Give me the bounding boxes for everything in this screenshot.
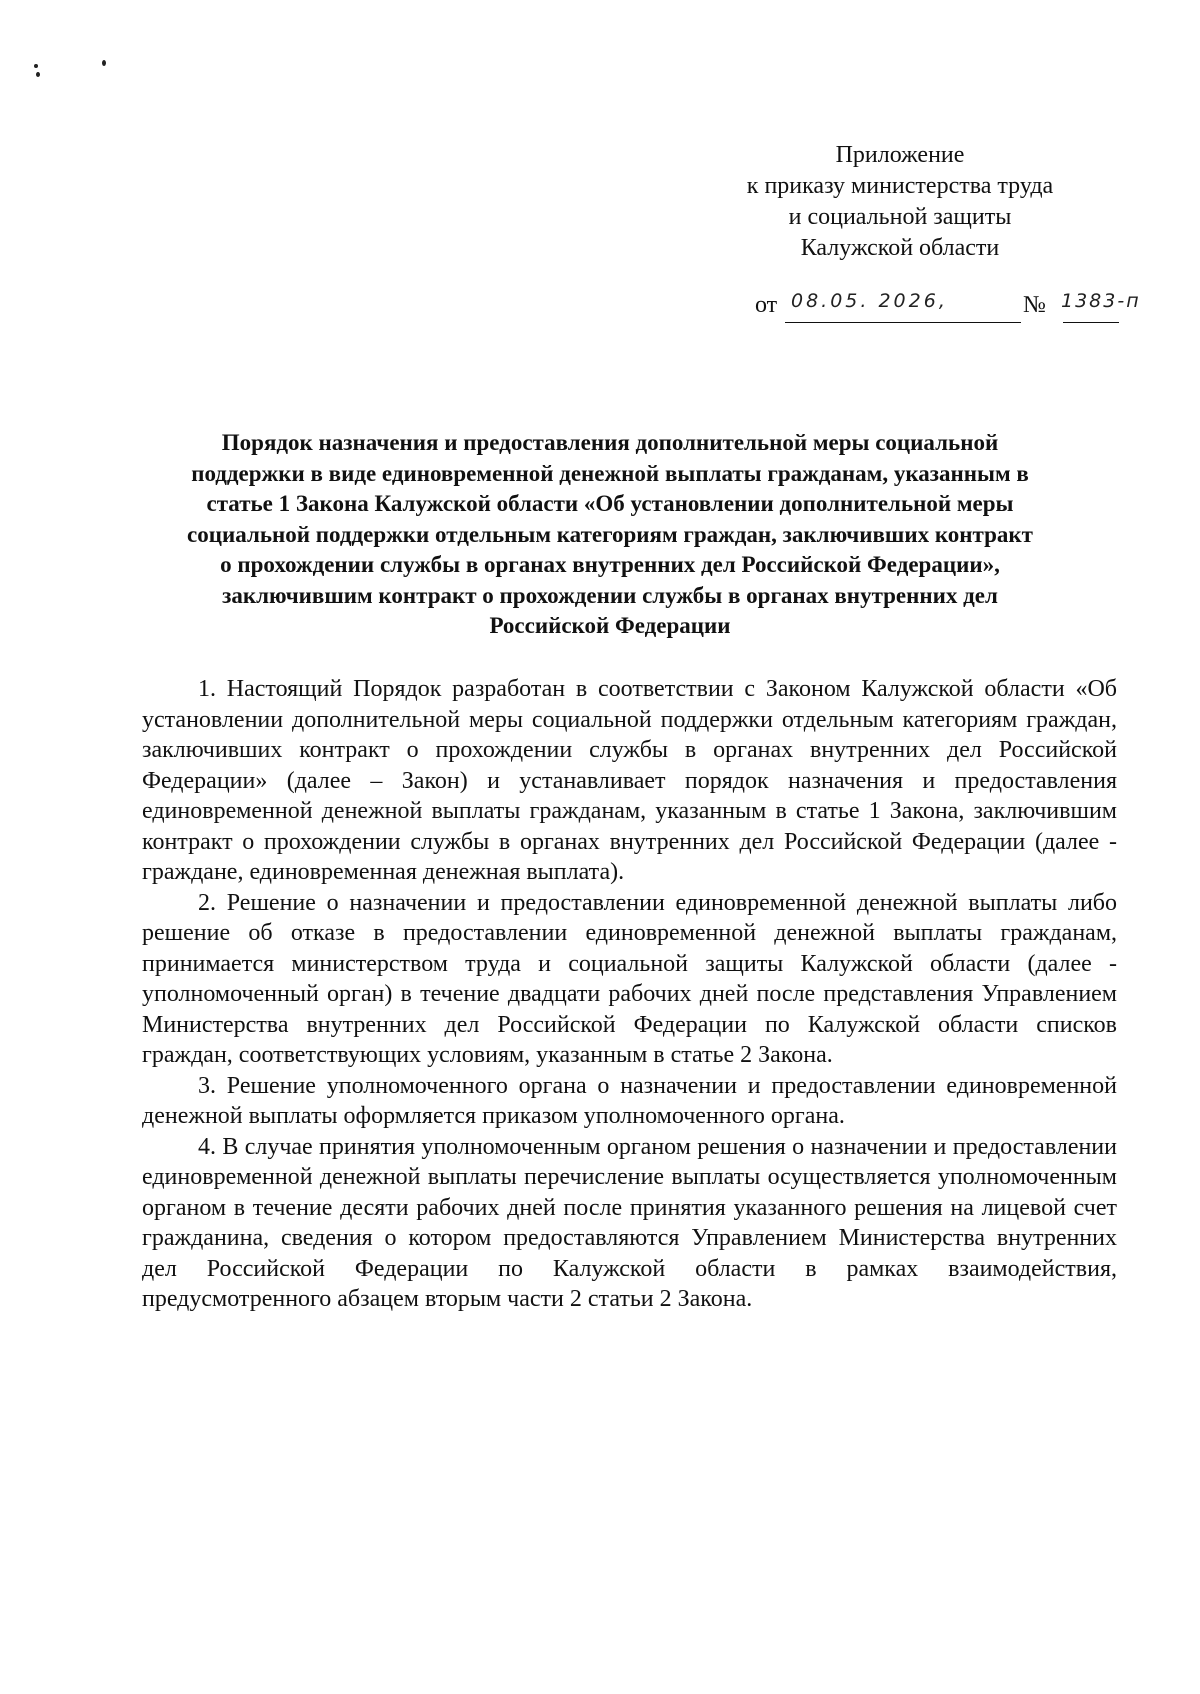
title-line: статье 1 Закона Калужской области «Об установлении дополнительной меры <box>206 491 1014 516</box>
title-line: социальной поддержки отдельным категориям граждан, заключивших контракт <box>187 521 1033 547</box>
title-line: поддержки в виде единовременной денежной выплаты гражданам, указанным в <box>191 460 1029 486</box>
title-line: Порядок назначения и предоставления дополнительной меры социальной <box>221 430 999 455</box>
order-date-handwritten: 08.05. 2026, <box>791 290 948 312</box>
order-reference <box>755 292 1155 326</box>
appendix-header <box>740 140 1060 264</box>
scan-speck <box>34 64 38 68</box>
order-date-prefix: от <box>755 292 778 318</box>
paragraph-3: 3. Решение уполномоченного органа о назначении и предоставлении единовременной денежной выплаты оформляется приказом уполномоченного органа. <box>142 1072 1117 1129</box>
paragraph-4: 4. В случае принятия уполномоченным органом решения о назначении и предоставлении единовременной денежной выплаты перечисление выплаты осуществляется уполномоченным органом в течение десяти рабочих дней после принятия указанного решения на лицевой счет гражданина, сведения о котором предоставляются Управлением Министерства внутренних дел Российской Федерации по Калужской области в рамках взаимодействия, предусмотренного абзацем вторым части 2 статьи 2 Закона. <box>142 1133 1117 1312</box>
appendix-line: и социальной защиты <box>788 204 1012 230</box>
order-number-sign: № <box>1023 292 1046 318</box>
order-date-field <box>785 292 1021 323</box>
appendix-line: Приложение <box>835 142 965 168</box>
paragraph-1: 1. Настоящий Порядок разработан в соответствии с Законом Калужской области «Об установлении дополнительной меры социальной поддержки отдельным категориям граждан, заключивших контракт о прохождении службы в органах внутренних дел Российской Федерации» (далее – Закон) и устанавливает порядок назначения и предоставления единовременной денежной выплаты гражданам, указанным в статье 1 Закона, заключившим контракт о прохождении службы в органах внутренних дел Российской Федерации (далее - граждане, единовременная денежная выплата). <box>142 676 1117 885</box>
order-number-handwritten: 1383-п <box>1061 290 1141 312</box>
appendix-line: Калужской области <box>800 235 1000 261</box>
appendix-line: к приказу министерства труда <box>746 173 1054 199</box>
scan-speck <box>102 60 106 66</box>
document-body <box>142 674 1117 1315</box>
scan-specks <box>32 58 112 88</box>
scan-speck <box>36 72 40 77</box>
document-title <box>140 428 1080 642</box>
title-line: Российской Федерации <box>489 613 731 638</box>
paragraph-2: 2. Решение о назначении и предоставлении единовременной денежной выплаты либо решение об отказе в предоставлении единовременной денежной выплаты гражданам, принимается министерством труда и социальной защиты Калужской области (далее - уполномоченный орган) в течение двадцати рабочих дней после представления Управлением Министерства внутренних дел Российской Федерации по Калужской области списков граждан, соответствующих условиям, указанным в статье 2 Закона. <box>142 889 1117 1068</box>
title-line: о прохождении службы в органах внутренних дел Российской Федерации», <box>220 552 1000 577</box>
title-line: заключившим контракт о прохождении службы в органах внутренних дел <box>222 582 998 608</box>
